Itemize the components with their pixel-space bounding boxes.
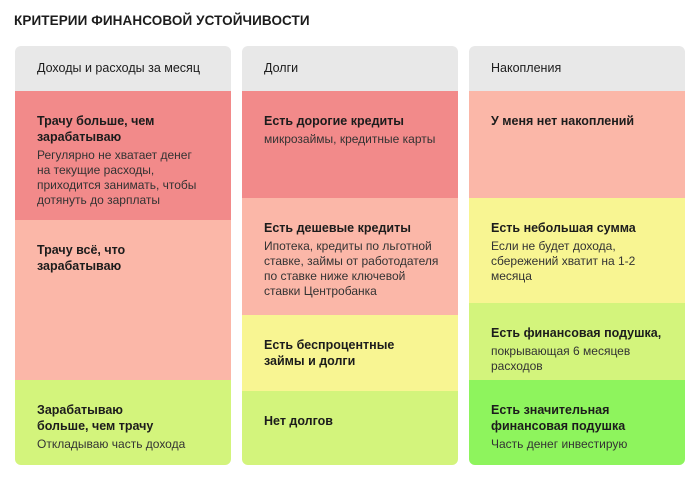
cell-title: Нет долгов (264, 414, 333, 428)
criteria-cell-small-savings (469, 198, 685, 303)
cell-description: Ипотека, кредиты по льготной ставке, займы от работодателя по ставке ниже ключевой ставки Центробанка (264, 239, 439, 298)
cell-title: Есть дешевые кредиты (264, 221, 411, 235)
criteria-cell-earn-more (15, 380, 231, 465)
cell-title: Зарабатываю больше, чем трачу (37, 403, 154, 433)
criteria-cell-no-debts (242, 391, 458, 465)
cell-title: Трачу больше, чем зарабатываю (37, 114, 155, 144)
cell-title: У меня нет накоплений (491, 114, 635, 128)
criteria-cell-no-savings (469, 91, 685, 198)
page-title: КРИТЕРИИ ФИНАНСОВОЙ УСТОЙЧИВОСТИ (14, 13, 310, 28)
column-header: Долги (242, 46, 458, 91)
column-header: Накопления (469, 46, 685, 91)
column-header: Доходы и расходы за месяц (15, 46, 231, 91)
cell-title: Есть значительная финансовая подушка (491, 403, 626, 433)
cell-title: Есть дорогие кредиты (264, 114, 404, 128)
criteria-cell-cheap-loans (242, 198, 458, 315)
cell-description: Часть денег инвестирую (491, 437, 628, 451)
cell-description: Если не будет дохода, сбережений хватит на 1-2 месяца (491, 239, 636, 283)
criteria-cell-spend-all (15, 220, 231, 380)
criteria-cell-safety-cushion (469, 303, 685, 380)
cell-title: Трачу всё, что зарабатываю (37, 243, 126, 273)
criteria-cell-spend-more (15, 91, 231, 220)
column-debts (242, 46, 458, 465)
cell-description: Регулярно не хватает денег на текущие расходы, приходится занимать, чтобы дотянуть до зарплаты (37, 148, 197, 207)
criteria-cell-large-cushion (469, 380, 685, 465)
criteria-cell-interest-free-loans (242, 315, 458, 391)
cell-title: Есть финансовая подушка, (491, 326, 662, 340)
cell-title: Есть небольшая сумма (491, 221, 636, 235)
column-savings (469, 46, 685, 465)
cell-description: покрывающая 6 месяцев расходов (491, 344, 631, 373)
cell-description: микрозаймы, кредитные карты (264, 132, 436, 146)
column-income-expenses (15, 46, 231, 465)
cell-title: Есть беспроцентные займы и долги (264, 338, 395, 368)
criteria-cell-expensive-loans (242, 91, 458, 198)
cell-description: Откладываю часть дохода (37, 437, 186, 451)
